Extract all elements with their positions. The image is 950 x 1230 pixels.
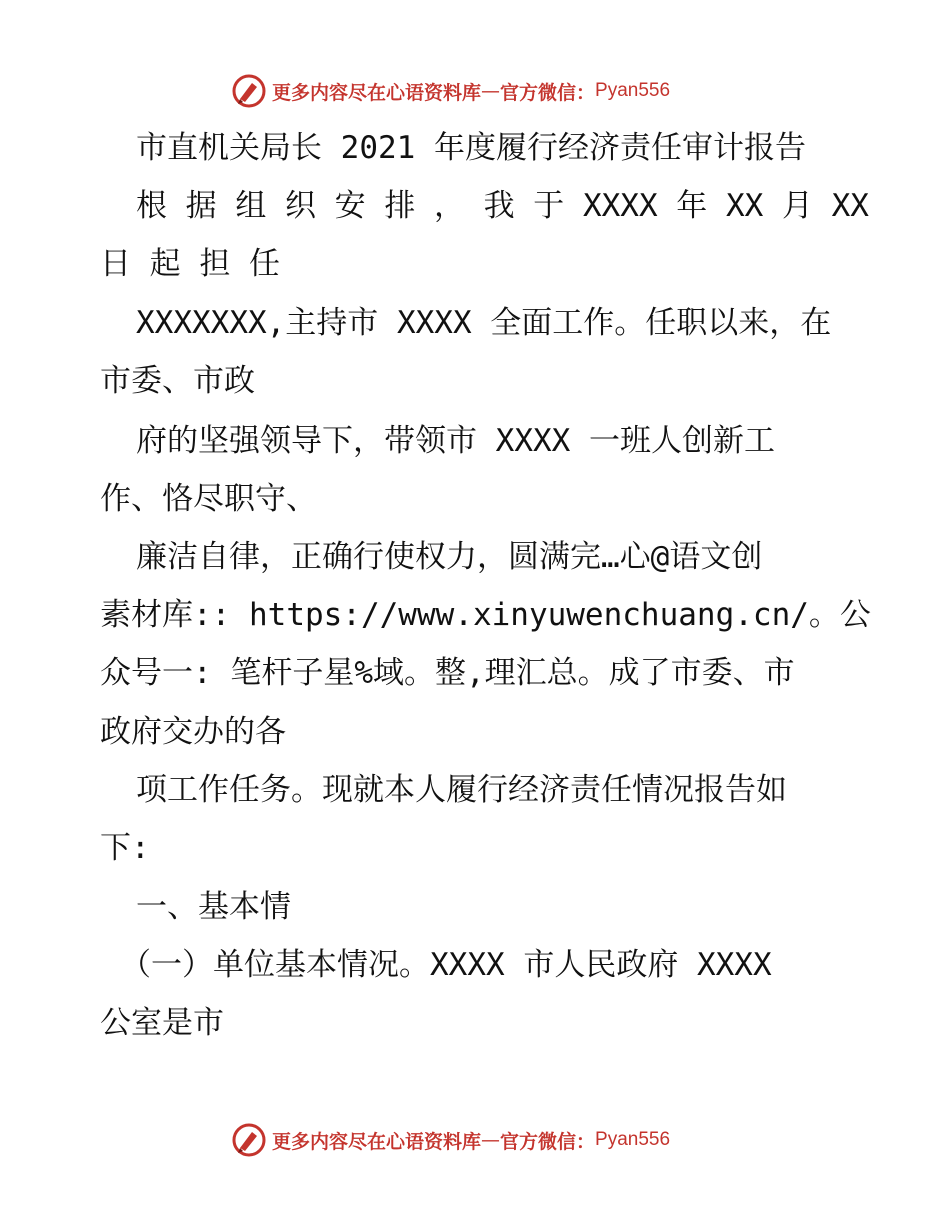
banner-contact-label: 官方微信： — [500, 81, 596, 104]
paragraph-line: 公室是市 — [100, 1005, 224, 1041]
paragraph-line: 众号一: 笔杆子星%域。整,理汇总。成了市委、市 — [100, 655, 795, 691]
paragraph-line: 市委、市政 — [100, 363, 255, 399]
banner-dash: — — [481, 1129, 501, 1151]
paragraph-line: 项工作任务。现就本人履行经济责任情况报告如 — [136, 772, 787, 808]
paragraph-line: 府的坚强领导下，带领市 XXXX 一班人创新工 — [136, 423, 775, 459]
paragraph-line: 日 起 担 任 — [100, 246, 280, 282]
banner-dash: — — [481, 80, 501, 102]
banner-text: 更多内容尽在心语资料库 — [272, 1130, 482, 1153]
banner-contact-id: Pyan556 — [595, 80, 671, 101]
banner-contact-id: Pyan556 — [595, 1129, 671, 1150]
paragraph-line: 下: — [100, 830, 150, 866]
paragraph-line: 根 据 组 织 安 排 ， 我 于 XXXX 年 XX 月 XX — [136, 188, 869, 224]
paragraph-line: 政府交办的各 — [100, 714, 286, 750]
document-title: 市直机关局长 2021 年度履行经济责任审计报告 — [136, 130, 806, 166]
paragraph-line: 素材库:: https://www.xinyuwenchuang.cn/。公 — [100, 597, 871, 633]
watermark-banner-bottom — [232, 1121, 832, 1159]
banner-contact-label: 官方微信： — [500, 1130, 596, 1153]
paragraph-line: 作、恪尽职守、 — [100, 481, 317, 517]
paragraph-line: 廉洁自律，正确行使权力，圆满完…心@语文创 — [136, 539, 763, 575]
paragraph-line: XXXXXXX,主持市 XXXX 全面工作。任职以来，在 — [136, 305, 832, 341]
paragraph-line: （一）单位基本情况。XXXX 市人民政府 XXXX — [120, 947, 772, 983]
section-heading: 一、基本情 — [136, 889, 291, 925]
banner-text: 更多内容尽在心语资料库 — [272, 81, 482, 104]
pen-logo-icon — [232, 1123, 266, 1157]
